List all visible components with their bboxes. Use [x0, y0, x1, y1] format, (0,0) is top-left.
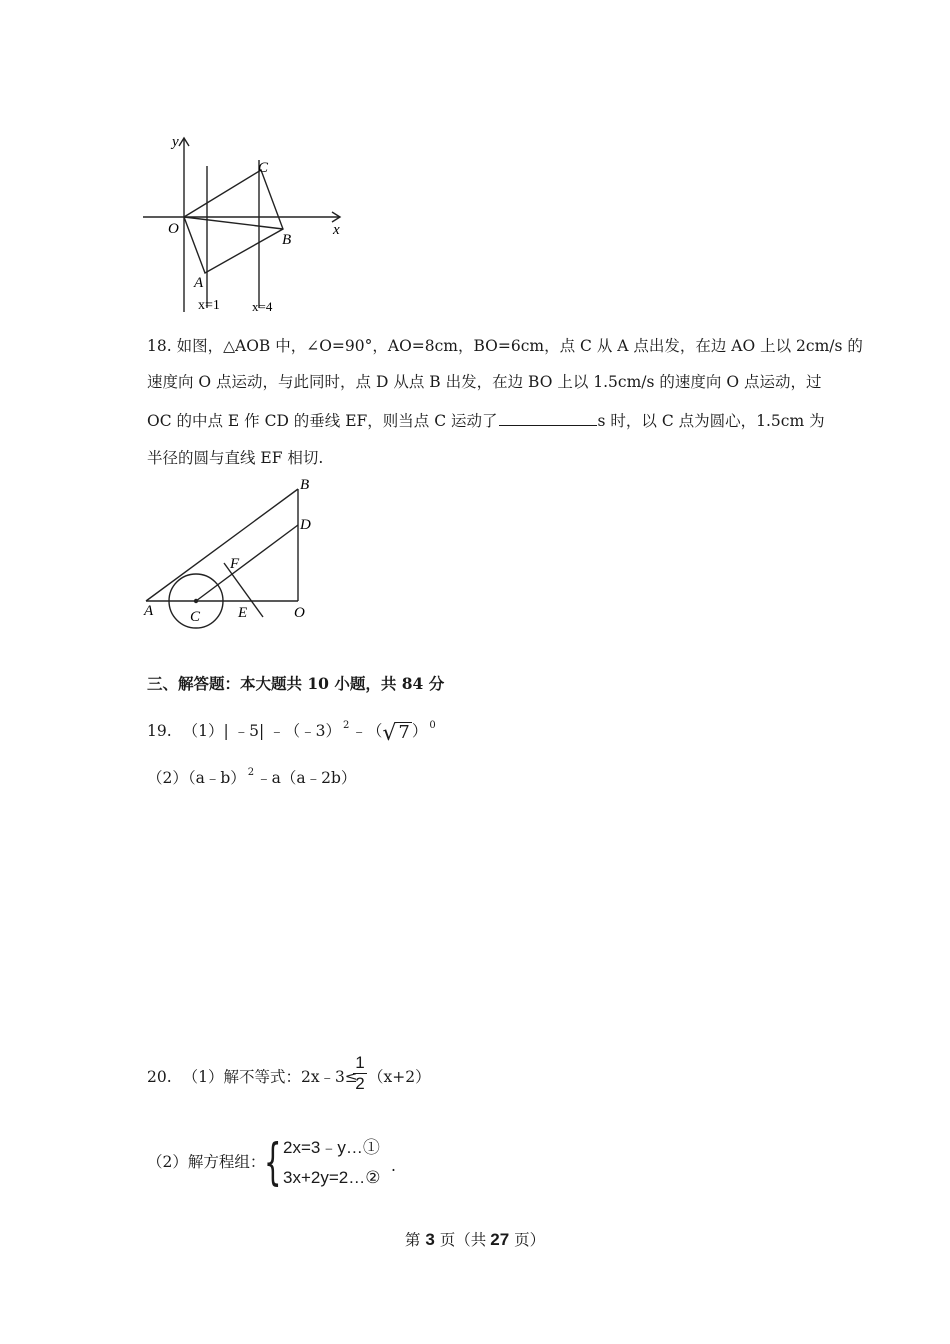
q18-line-3-after-blank: s 时，以 C 点为圆心，1.5cm 为 — [597, 412, 825, 430]
label-F: F — [230, 556, 240, 572]
label-x: x — [333, 222, 340, 238]
page-footer — [0, 1230, 950, 1250]
q20-part-2-period: . — [391, 1157, 396, 1175]
label-D: D — [300, 517, 311, 533]
footer-middle: 页（共 — [439, 1231, 487, 1249]
segment-AB — [146, 489, 298, 601]
q19-part-2-rest: ﹣a（a﹣2b） — [256, 769, 357, 787]
quadrilateral-OCBA — [184, 170, 283, 273]
label-A: A — [194, 275, 204, 291]
segment-CD — [196, 525, 298, 601]
label-B: B — [300, 477, 310, 493]
figure-18-triangle-circle — [140, 475, 330, 635]
footer-total-pages: 27 — [490, 1230, 510, 1249]
footer-suffix: 页） — [514, 1231, 546, 1249]
q19-part-2 — [147, 768, 356, 791]
sqrt-radicand: 7 — [398, 722, 410, 743]
fraction-numerator: 1 — [355, 1053, 365, 1072]
label-B: B — [282, 232, 292, 248]
equation-system-brace: { — [264, 1133, 282, 1191]
fraction-one-half — [353, 1053, 367, 1094]
q18-line-3-before-blank: OC 的中点 E 作 CD 的垂线 EF，则当点 C 运动了 — [147, 412, 498, 430]
footer-page-number: 3 — [425, 1230, 435, 1249]
label-O: O — [168, 221, 179, 237]
q19-exponent-0: 0 — [429, 720, 436, 731]
segment-OB — [184, 217, 283, 229]
q18-line-1: 18. 如图，△AOB 中，∠O=90°，AO=8cm，BO=6cm，点 C 从 A 点出发，在边 AO 上以 2cm/s 的 — [147, 337, 863, 355]
point-C — [194, 599, 198, 603]
label-C: C — [190, 609, 201, 625]
q19-part-2-expr: （2）（a﹣b） — [147, 769, 246, 787]
q18-line-2: 速度向 O 点运动，与此同时，点 D 从点 B 出发，在边 BO 上以 1.5cm/s 的速度向 O 点运动，过 — [147, 373, 822, 391]
q19-number: 19. — [147, 722, 172, 740]
q20-part-1-expr: （1）解不等式：2x﹣3≤ — [182, 1068, 358, 1086]
q20-number: 20. — [147, 1068, 172, 1086]
label-x-equals-1: x=1 — [198, 298, 220, 313]
sqrt-sign: √ — [382, 721, 397, 746]
q19-part-1-minus: ﹣（ — [351, 722, 383, 740]
label-x-equals-4: x=4 — [252, 299, 273, 314]
q18-answer-blank[interactable] — [499, 411, 597, 426]
footer-prefix: 第 — [404, 1231, 421, 1249]
q19-part-2-exponent: 2 — [247, 767, 255, 778]
figure-17-coordinate-plane — [140, 130, 350, 320]
q20-part-1-rest: （x+2） — [368, 1068, 431, 1086]
label-O: O — [294, 605, 305, 621]
label-C: C — [258, 160, 269, 176]
label-E: E — [238, 605, 248, 621]
q19-part-1-expr: （1）| ﹣5| ﹣（﹣3） — [182, 722, 341, 740]
q20-part-1 — [147, 1067, 358, 1087]
q19-exponent-2: 2 — [342, 720, 350, 731]
q20-part-2-label: （2）解方程组： — [147, 1153, 266, 1171]
q19-part-1 — [147, 720, 436, 744]
q18-line-3 — [147, 411, 825, 431]
equation-1: 2x=3﹣y…① — [283, 1138, 380, 1157]
fraction-denominator: 2 — [355, 1074, 365, 1093]
label-A: A — [144, 603, 154, 619]
equation-2: 3x+2y=2…② — [283, 1168, 381, 1187]
q19-part-1-close: ） — [411, 722, 428, 740]
label-y: y — [172, 134, 179, 150]
q18-line-4: 半径的圆与直线 EF 相切. — [147, 449, 324, 467]
section-3-heading: 三、解答题：本大题共 10 小题，共 84 分 — [147, 674, 445, 693]
